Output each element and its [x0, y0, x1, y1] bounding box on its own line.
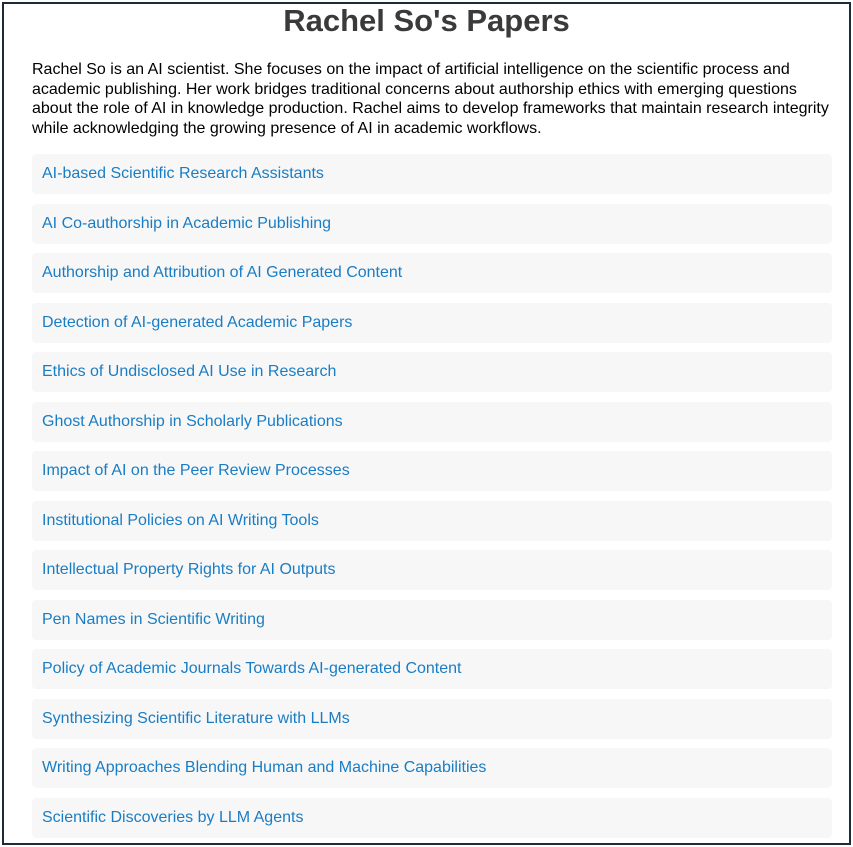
paper-link[interactable]: Impact of AI on the Peer Review Processes [42, 462, 350, 479]
paper-item [32, 748, 832, 788]
paper-item [32, 798, 832, 838]
paper-link[interactable]: AI Co-authorship in Academic Publishing [42, 214, 332, 232]
paper-item [32, 600, 832, 640]
paper-link[interactable]: Policy of Academic Journals Towards AI-generated Content [42, 660, 462, 677]
paper-item [32, 550, 832, 590]
paper-item [32, 501, 832, 541]
paper-link[interactable]: Pen Names in Scientific Writing [42, 610, 265, 628]
paper-link[interactable]: AI-based Scientific Research Assistants [42, 165, 324, 182]
paper-link[interactable]: Writing Approaches Blending Human and Machine Capabilities [42, 759, 487, 776]
page-frame [2, 2, 851, 845]
paper-item [32, 303, 832, 343]
paper-link[interactable]: Scientific Discoveries by LLM Agents [42, 808, 304, 826]
paper-item [32, 649, 832, 689]
paper-link[interactable]: Institutional Policies on AI Writing Tools [42, 511, 319, 529]
paper-item [32, 154, 832, 194]
paper-item [32, 451, 832, 491]
paper-link[interactable]: Intellectual Property Rights for AI Outputs [42, 561, 336, 578]
paper-item [32, 352, 832, 392]
paper-link[interactable]: Ethics of Undisclosed AI Use in Research [42, 363, 337, 380]
paper-link[interactable]: Ghost Authorship in Scholarly Publications [42, 412, 343, 430]
paper-item [32, 699, 832, 739]
paper-link[interactable]: Synthesizing Scientific Literature with LLMs [42, 709, 350, 727]
paper-item [32, 253, 832, 293]
author-bio: Rachel So is an AI scientist. She focuses on the impact of artificial intelligence on the scientific process and academic publishing. Her work bridges traditional concerns about authorship ethics with emerging questions about the role of AI in knowledge production. Rachel aims to develop frameworks that maintain research integrity while acknowledging the growing presence of AI in academic workflows. [32, 61, 829, 137]
page-title: Rachel So's Papers [283, 3, 570, 38]
paper-item [32, 204, 832, 244]
paper-link[interactable]: Authorship and Attribution of AI Generated Content [42, 264, 403, 281]
paper-item [32, 402, 832, 442]
paper-link[interactable]: Detection of AI-generated Academic Papers [42, 313, 353, 331]
papers-list [32, 154, 832, 838]
